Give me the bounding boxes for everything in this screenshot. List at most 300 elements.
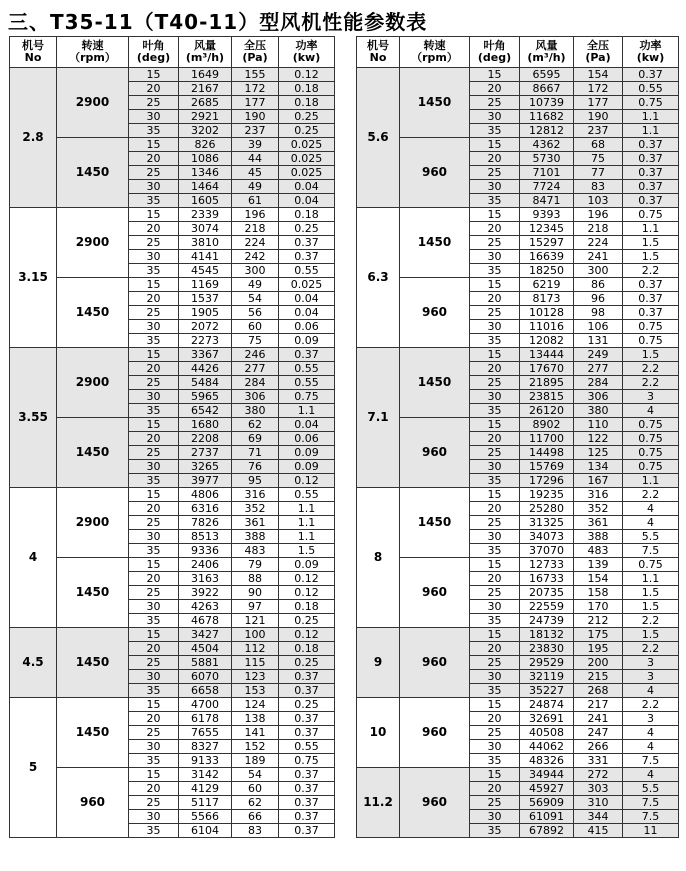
blade-angle-cell: 25 [129, 236, 179, 250]
airflow-cell: 15297 [520, 236, 574, 250]
table-row [357, 488, 679, 502]
power-cell: 0.18 [279, 82, 335, 96]
blade-angle-cell: 15 [129, 768, 179, 782]
power-cell: 1.5 [623, 348, 679, 362]
power-cell: 2.2 [623, 376, 679, 390]
airflow-cell: 23830 [520, 642, 574, 656]
pressure-cell: 218 [232, 222, 279, 236]
power-cell: 0.37 [279, 824, 335, 838]
power-cell: 0.37 [623, 138, 679, 152]
airflow-cell: 4141 [179, 250, 232, 264]
blade-angle-cell: 25 [470, 166, 520, 180]
airflow-cell: 24739 [520, 614, 574, 628]
machine-no-cell: 7.1 [357, 348, 400, 488]
power-cell: 1.5 [623, 600, 679, 614]
pressure-cell: 66 [232, 810, 279, 824]
header-pressure [574, 37, 623, 68]
table-row [357, 558, 679, 572]
speed-cell: 1450 [400, 68, 470, 138]
pressure-cell: 212 [574, 614, 623, 628]
airflow-cell: 22559 [520, 600, 574, 614]
blade-angle-cell: 35 [470, 614, 520, 628]
pressure-cell: 60 [232, 782, 279, 796]
pressure-cell: 62 [232, 418, 279, 432]
blade-angle-cell: 35 [129, 404, 179, 418]
blade-angle-cell: 30 [470, 740, 520, 754]
blade-angle-cell: 20 [470, 572, 520, 586]
airflow-cell: 1086 [179, 152, 232, 166]
pressure-cell: 56 [232, 306, 279, 320]
pressure-cell: 224 [232, 236, 279, 250]
blade-angle-cell: 30 [470, 670, 520, 684]
power-cell: 3 [623, 656, 679, 670]
pressure-cell: 106 [574, 320, 623, 334]
airflow-cell: 6070 [179, 670, 232, 684]
airflow-cell: 3074 [179, 222, 232, 236]
airflow-cell: 5484 [179, 376, 232, 390]
table-row [357, 418, 679, 432]
header-pressure-bottom: (Pa) [585, 51, 611, 64]
pressure-cell: 134 [574, 460, 623, 474]
power-cell: 0.37 [623, 152, 679, 166]
machine-no-cell: 4 [10, 488, 57, 628]
airflow-cell: 12733 [520, 558, 574, 572]
header-pressure-bottom: (Pa) [242, 51, 268, 64]
airflow-cell: 2072 [179, 320, 232, 334]
pressure-cell: 103 [574, 194, 623, 208]
pressure-cell: 361 [574, 516, 623, 530]
pressure-cell: 306 [232, 390, 279, 404]
power-cell: 0.12 [279, 628, 335, 642]
airflow-cell: 1346 [179, 166, 232, 180]
airflow-cell: 1905 [179, 306, 232, 320]
pressure-cell: 300 [232, 264, 279, 278]
header-airflow [179, 37, 232, 68]
airflow-cell: 17296 [520, 474, 574, 488]
blade-angle-cell: 30 [129, 390, 179, 404]
airflow-cell: 10128 [520, 306, 574, 320]
airflow-cell: 11682 [520, 110, 574, 124]
power-cell: 0.37 [623, 68, 679, 82]
machine-no-cell: 11.2 [357, 768, 400, 838]
airflow-cell: 4129 [179, 782, 232, 796]
pressure-cell: 39 [232, 138, 279, 152]
pressure-cell: 483 [574, 544, 623, 558]
power-cell: 0.09 [279, 460, 335, 474]
pressure-cell: 195 [574, 642, 623, 656]
airflow-cell: 6219 [520, 278, 574, 292]
pressure-cell: 60 [232, 320, 279, 334]
power-cell: 1.1 [279, 530, 335, 544]
header-blade-angle [470, 37, 520, 68]
power-cell: 0.75 [279, 754, 335, 768]
power-cell: 7.5 [623, 796, 679, 810]
pressure-cell: 284 [574, 376, 623, 390]
pressure-cell: 352 [574, 502, 623, 516]
power-cell: 0.025 [279, 278, 335, 292]
pressure-cell: 388 [574, 530, 623, 544]
airflow-cell: 7655 [179, 726, 232, 740]
speed-cell: 1450 [400, 488, 470, 558]
pressure-cell: 153 [232, 684, 279, 698]
blade-angle-cell: 25 [129, 586, 179, 600]
machine-no-cell: 5.6 [357, 68, 400, 208]
pressure-cell: 241 [574, 250, 623, 264]
blade-angle-cell: 15 [129, 558, 179, 572]
blade-angle-cell: 35 [470, 264, 520, 278]
blade-angle-cell: 30 [470, 810, 520, 824]
power-cell: 0.25 [279, 656, 335, 670]
header-speed-bottom: （rpm） [411, 51, 458, 64]
power-cell: 0.55 [279, 740, 335, 754]
blade-angle-cell: 25 [129, 376, 179, 390]
pressure-cell: 75 [574, 152, 623, 166]
airflow-cell: 56909 [520, 796, 574, 810]
pressure-cell: 483 [232, 544, 279, 558]
header-speed [400, 37, 470, 68]
pressure-cell: 247 [574, 726, 623, 740]
blade-angle-cell: 30 [470, 530, 520, 544]
blade-angle-cell: 25 [129, 96, 179, 110]
power-cell: 1.1 [623, 474, 679, 488]
blade-angle-cell: 30 [129, 740, 179, 754]
table-row [357, 138, 679, 152]
header-no-bottom: No [369, 51, 387, 64]
airflow-cell: 19235 [520, 488, 574, 502]
table-row [357, 68, 679, 82]
power-cell: 0.75 [623, 320, 679, 334]
power-cell: 0.25 [279, 222, 335, 236]
pressure-cell: 131 [574, 334, 623, 348]
blade-angle-cell: 30 [470, 600, 520, 614]
airflow-cell: 4263 [179, 600, 232, 614]
power-cell: 0.75 [623, 446, 679, 460]
speed-cell: 960 [400, 768, 470, 838]
blade-angle-cell: 35 [470, 684, 520, 698]
power-cell: 0.12 [279, 572, 335, 586]
pressure-cell: 154 [574, 68, 623, 82]
power-cell: 0.25 [279, 698, 335, 712]
blade-angle-cell: 25 [470, 516, 520, 530]
power-cell: 7.5 [623, 810, 679, 824]
pressure-cell: 86 [574, 278, 623, 292]
pressure-cell: 125 [574, 446, 623, 460]
pressure-cell: 310 [574, 796, 623, 810]
airflow-cell: 2208 [179, 432, 232, 446]
airflow-cell: 2273 [179, 334, 232, 348]
pressure-cell: 155 [232, 68, 279, 82]
airflow-cell: 8902 [520, 418, 574, 432]
blade-angle-cell: 15 [470, 488, 520, 502]
table-row [357, 278, 679, 292]
blade-angle-cell: 25 [129, 516, 179, 530]
pressure-cell: 303 [574, 782, 623, 796]
airflow-cell: 18250 [520, 264, 574, 278]
blade-angle-cell: 15 [470, 558, 520, 572]
pressure-cell: 415 [574, 824, 623, 838]
power-cell: 0.55 [279, 488, 335, 502]
power-cell: 0.18 [279, 600, 335, 614]
pressure-cell: 277 [232, 362, 279, 376]
power-cell: 2.2 [623, 488, 679, 502]
airflow-cell: 6104 [179, 824, 232, 838]
power-cell: 0.37 [623, 278, 679, 292]
power-cell: 4 [623, 726, 679, 740]
power-cell: 4 [623, 768, 679, 782]
blade-angle-cell: 30 [470, 250, 520, 264]
blade-angle-cell: 30 [129, 180, 179, 194]
blade-angle-cell: 30 [470, 460, 520, 474]
power-cell: 7.5 [623, 544, 679, 558]
blade-angle-cell: 20 [129, 292, 179, 306]
table-row [10, 768, 335, 782]
pressure-cell: 95 [232, 474, 279, 488]
table-row [10, 698, 335, 712]
pressure-cell: 77 [574, 166, 623, 180]
airflow-cell: 3810 [179, 236, 232, 250]
power-cell: 0.025 [279, 152, 335, 166]
table-row [10, 208, 335, 222]
blade-angle-cell: 20 [129, 432, 179, 446]
blade-angle-cell: 35 [129, 684, 179, 698]
pressure-cell: 380 [232, 404, 279, 418]
blade-angle-cell: 25 [129, 166, 179, 180]
power-cell: 0.04 [279, 194, 335, 208]
blade-angle-cell: 20 [470, 222, 520, 236]
machine-no-cell: 9 [357, 628, 400, 698]
power-cell: 0.37 [623, 306, 679, 320]
airflow-cell: 45927 [520, 782, 574, 796]
pressure-cell: 380 [574, 404, 623, 418]
blade-angle-cell: 30 [129, 320, 179, 334]
blade-angle-cell: 15 [129, 208, 179, 222]
power-cell: 7.5 [623, 754, 679, 768]
pressure-cell: 215 [574, 670, 623, 684]
blade-angle-cell: 35 [470, 824, 520, 838]
table-row [10, 558, 335, 572]
airflow-cell: 48326 [520, 754, 574, 768]
blade-angle-cell: 35 [129, 614, 179, 628]
speed-cell: 2900 [57, 348, 129, 418]
power-cell: 0.75 [623, 558, 679, 572]
airflow-cell: 1537 [179, 292, 232, 306]
airflow-cell: 3202 [179, 124, 232, 138]
power-cell: 3 [623, 712, 679, 726]
header-airflow-bottom: (m³/h) [185, 51, 225, 64]
airflow-cell: 8471 [520, 194, 574, 208]
airflow-cell: 20735 [520, 586, 574, 600]
blade-angle-cell: 15 [129, 68, 179, 82]
pressure-cell: 112 [232, 642, 279, 656]
pressure-cell: 90 [232, 586, 279, 600]
airflow-cell: 4678 [179, 614, 232, 628]
blade-angle-cell: 30 [129, 110, 179, 124]
airflow-cell: 24874 [520, 698, 574, 712]
power-cell: 0.37 [279, 236, 335, 250]
pressure-cell: 196 [574, 208, 623, 222]
blade-angle-cell: 30 [129, 670, 179, 684]
blade-angle-cell: 20 [470, 782, 520, 796]
blade-angle-cell: 15 [470, 348, 520, 362]
blade-angle-cell: 20 [129, 152, 179, 166]
blade-angle-cell: 15 [470, 768, 520, 782]
blade-angle-cell: 20 [129, 82, 179, 96]
blade-angle-cell: 30 [470, 180, 520, 194]
blade-angle-cell: 25 [129, 656, 179, 670]
blade-angle-cell: 35 [470, 544, 520, 558]
power-cell: 1.1 [279, 516, 335, 530]
pressure-cell: 175 [574, 628, 623, 642]
blade-angle-cell: 15 [470, 68, 520, 82]
header-blade-angle [129, 37, 179, 68]
header-no-top: 机号 [367, 39, 389, 52]
pressure-cell: 190 [574, 110, 623, 124]
table-row [10, 278, 335, 292]
blade-angle-cell: 20 [470, 502, 520, 516]
blade-angle-cell: 20 [129, 572, 179, 586]
machine-no-cell: 5 [10, 698, 57, 838]
blade-angle-cell: 25 [470, 726, 520, 740]
header-power [623, 37, 679, 68]
airflow-cell: 16733 [520, 572, 574, 586]
table-row [357, 348, 679, 362]
performance-table-left [9, 36, 335, 838]
airflow-cell: 10739 [520, 96, 574, 110]
power-cell: 0.06 [279, 320, 335, 334]
pressure-cell: 83 [232, 824, 279, 838]
table-row [10, 488, 335, 502]
airflow-cell: 12082 [520, 334, 574, 348]
pressure-cell: 76 [232, 460, 279, 474]
speed-cell: 1450 [57, 418, 129, 488]
airflow-cell: 11016 [520, 320, 574, 334]
airflow-cell: 8173 [520, 292, 574, 306]
power-cell: 2.2 [623, 698, 679, 712]
power-cell: 0.12 [279, 474, 335, 488]
power-cell: 0.04 [279, 292, 335, 306]
blade-angle-cell: 20 [129, 782, 179, 796]
header-power [279, 37, 335, 68]
blade-angle-cell: 15 [129, 418, 179, 432]
power-cell: 4 [623, 502, 679, 516]
pressure-cell: 388 [232, 530, 279, 544]
blade-angle-cell: 35 [129, 124, 179, 138]
power-cell: 1.5 [623, 586, 679, 600]
blade-angle-cell: 15 [470, 208, 520, 222]
power-cell: 0.75 [279, 390, 335, 404]
airflow-cell: 9393 [520, 208, 574, 222]
power-cell: 0.18 [279, 208, 335, 222]
power-cell: 0.75 [623, 334, 679, 348]
table-row [357, 208, 679, 222]
blade-angle-cell: 25 [129, 306, 179, 320]
blade-angle-cell: 20 [470, 642, 520, 656]
machine-no-cell: 2.8 [10, 68, 57, 208]
airflow-cell: 7101 [520, 166, 574, 180]
machine-no-cell: 3.55 [10, 348, 57, 488]
power-cell: 0.55 [279, 362, 335, 376]
blade-angle-cell: 25 [470, 796, 520, 810]
power-cell: 5.5 [623, 530, 679, 544]
power-cell: 4 [623, 740, 679, 754]
blade-angle-cell: 20 [470, 82, 520, 96]
blade-angle-cell: 25 [129, 796, 179, 810]
table-row [10, 138, 335, 152]
airflow-cell: 9133 [179, 754, 232, 768]
airflow-cell: 40508 [520, 726, 574, 740]
power-cell: 1.5 [623, 250, 679, 264]
power-cell: 0.55 [623, 82, 679, 96]
blade-angle-cell: 35 [129, 194, 179, 208]
blade-angle-cell: 35 [129, 474, 179, 488]
blade-angle-cell: 15 [470, 278, 520, 292]
speed-cell: 960 [400, 558, 470, 628]
blade-angle-cell: 20 [470, 152, 520, 166]
pressure-cell: 141 [232, 726, 279, 740]
pressure-cell: 190 [232, 110, 279, 124]
airflow-cell: 5730 [520, 152, 574, 166]
airflow-cell: 3427 [179, 628, 232, 642]
power-cell: 1.1 [279, 404, 335, 418]
power-cell: 1.1 [279, 502, 335, 516]
header-row [357, 37, 679, 68]
power-cell: 0.55 [279, 264, 335, 278]
airflow-cell: 8327 [179, 740, 232, 754]
pressure-cell: 123 [232, 670, 279, 684]
blade-angle-cell: 15 [129, 488, 179, 502]
blade-angle-cell: 20 [129, 502, 179, 516]
pressure-cell: 71 [232, 446, 279, 460]
power-cell: 2.2 [623, 362, 679, 376]
blade-angle-cell: 35 [129, 754, 179, 768]
power-cell: 0.37 [279, 726, 335, 740]
header-pressure-top: 全压 [587, 39, 609, 52]
airflow-cell: 67892 [520, 824, 574, 838]
power-cell: 0.75 [623, 96, 679, 110]
airflow-cell: 26120 [520, 404, 574, 418]
airflow-cell: 2737 [179, 446, 232, 460]
blade-angle-cell: 20 [129, 642, 179, 656]
pressure-cell: 246 [232, 348, 279, 362]
airflow-cell: 3977 [179, 474, 232, 488]
blade-angle-cell: 20 [470, 712, 520, 726]
pressure-cell: 316 [574, 488, 623, 502]
speed-cell: 1450 [57, 558, 129, 628]
airflow-cell: 5881 [179, 656, 232, 670]
power-cell: 0.25 [279, 124, 335, 138]
airflow-cell: 15769 [520, 460, 574, 474]
blade-angle-cell: 35 [470, 404, 520, 418]
header-airflow-bottom: (m³/h) [527, 51, 566, 64]
pressure-cell: 62 [232, 796, 279, 810]
blade-angle-cell: 15 [470, 628, 520, 642]
performance-table-right [356, 36, 679, 838]
pressure-cell: 68 [574, 138, 623, 152]
airflow-cell: 37070 [520, 544, 574, 558]
airflow-cell: 9336 [179, 544, 232, 558]
power-cell: 2.2 [623, 642, 679, 656]
pressure-cell: 44 [232, 152, 279, 166]
machine-no-cell: 6.3 [357, 208, 400, 348]
airflow-cell: 2685 [179, 96, 232, 110]
power-cell: 0.37 [623, 292, 679, 306]
blade-angle-cell: 35 [129, 544, 179, 558]
airflow-cell: 32119 [520, 670, 574, 684]
power-cell: 0.37 [623, 166, 679, 180]
pressure-cell: 152 [232, 740, 279, 754]
power-cell: 0.37 [623, 180, 679, 194]
power-cell: 1.1 [623, 572, 679, 586]
